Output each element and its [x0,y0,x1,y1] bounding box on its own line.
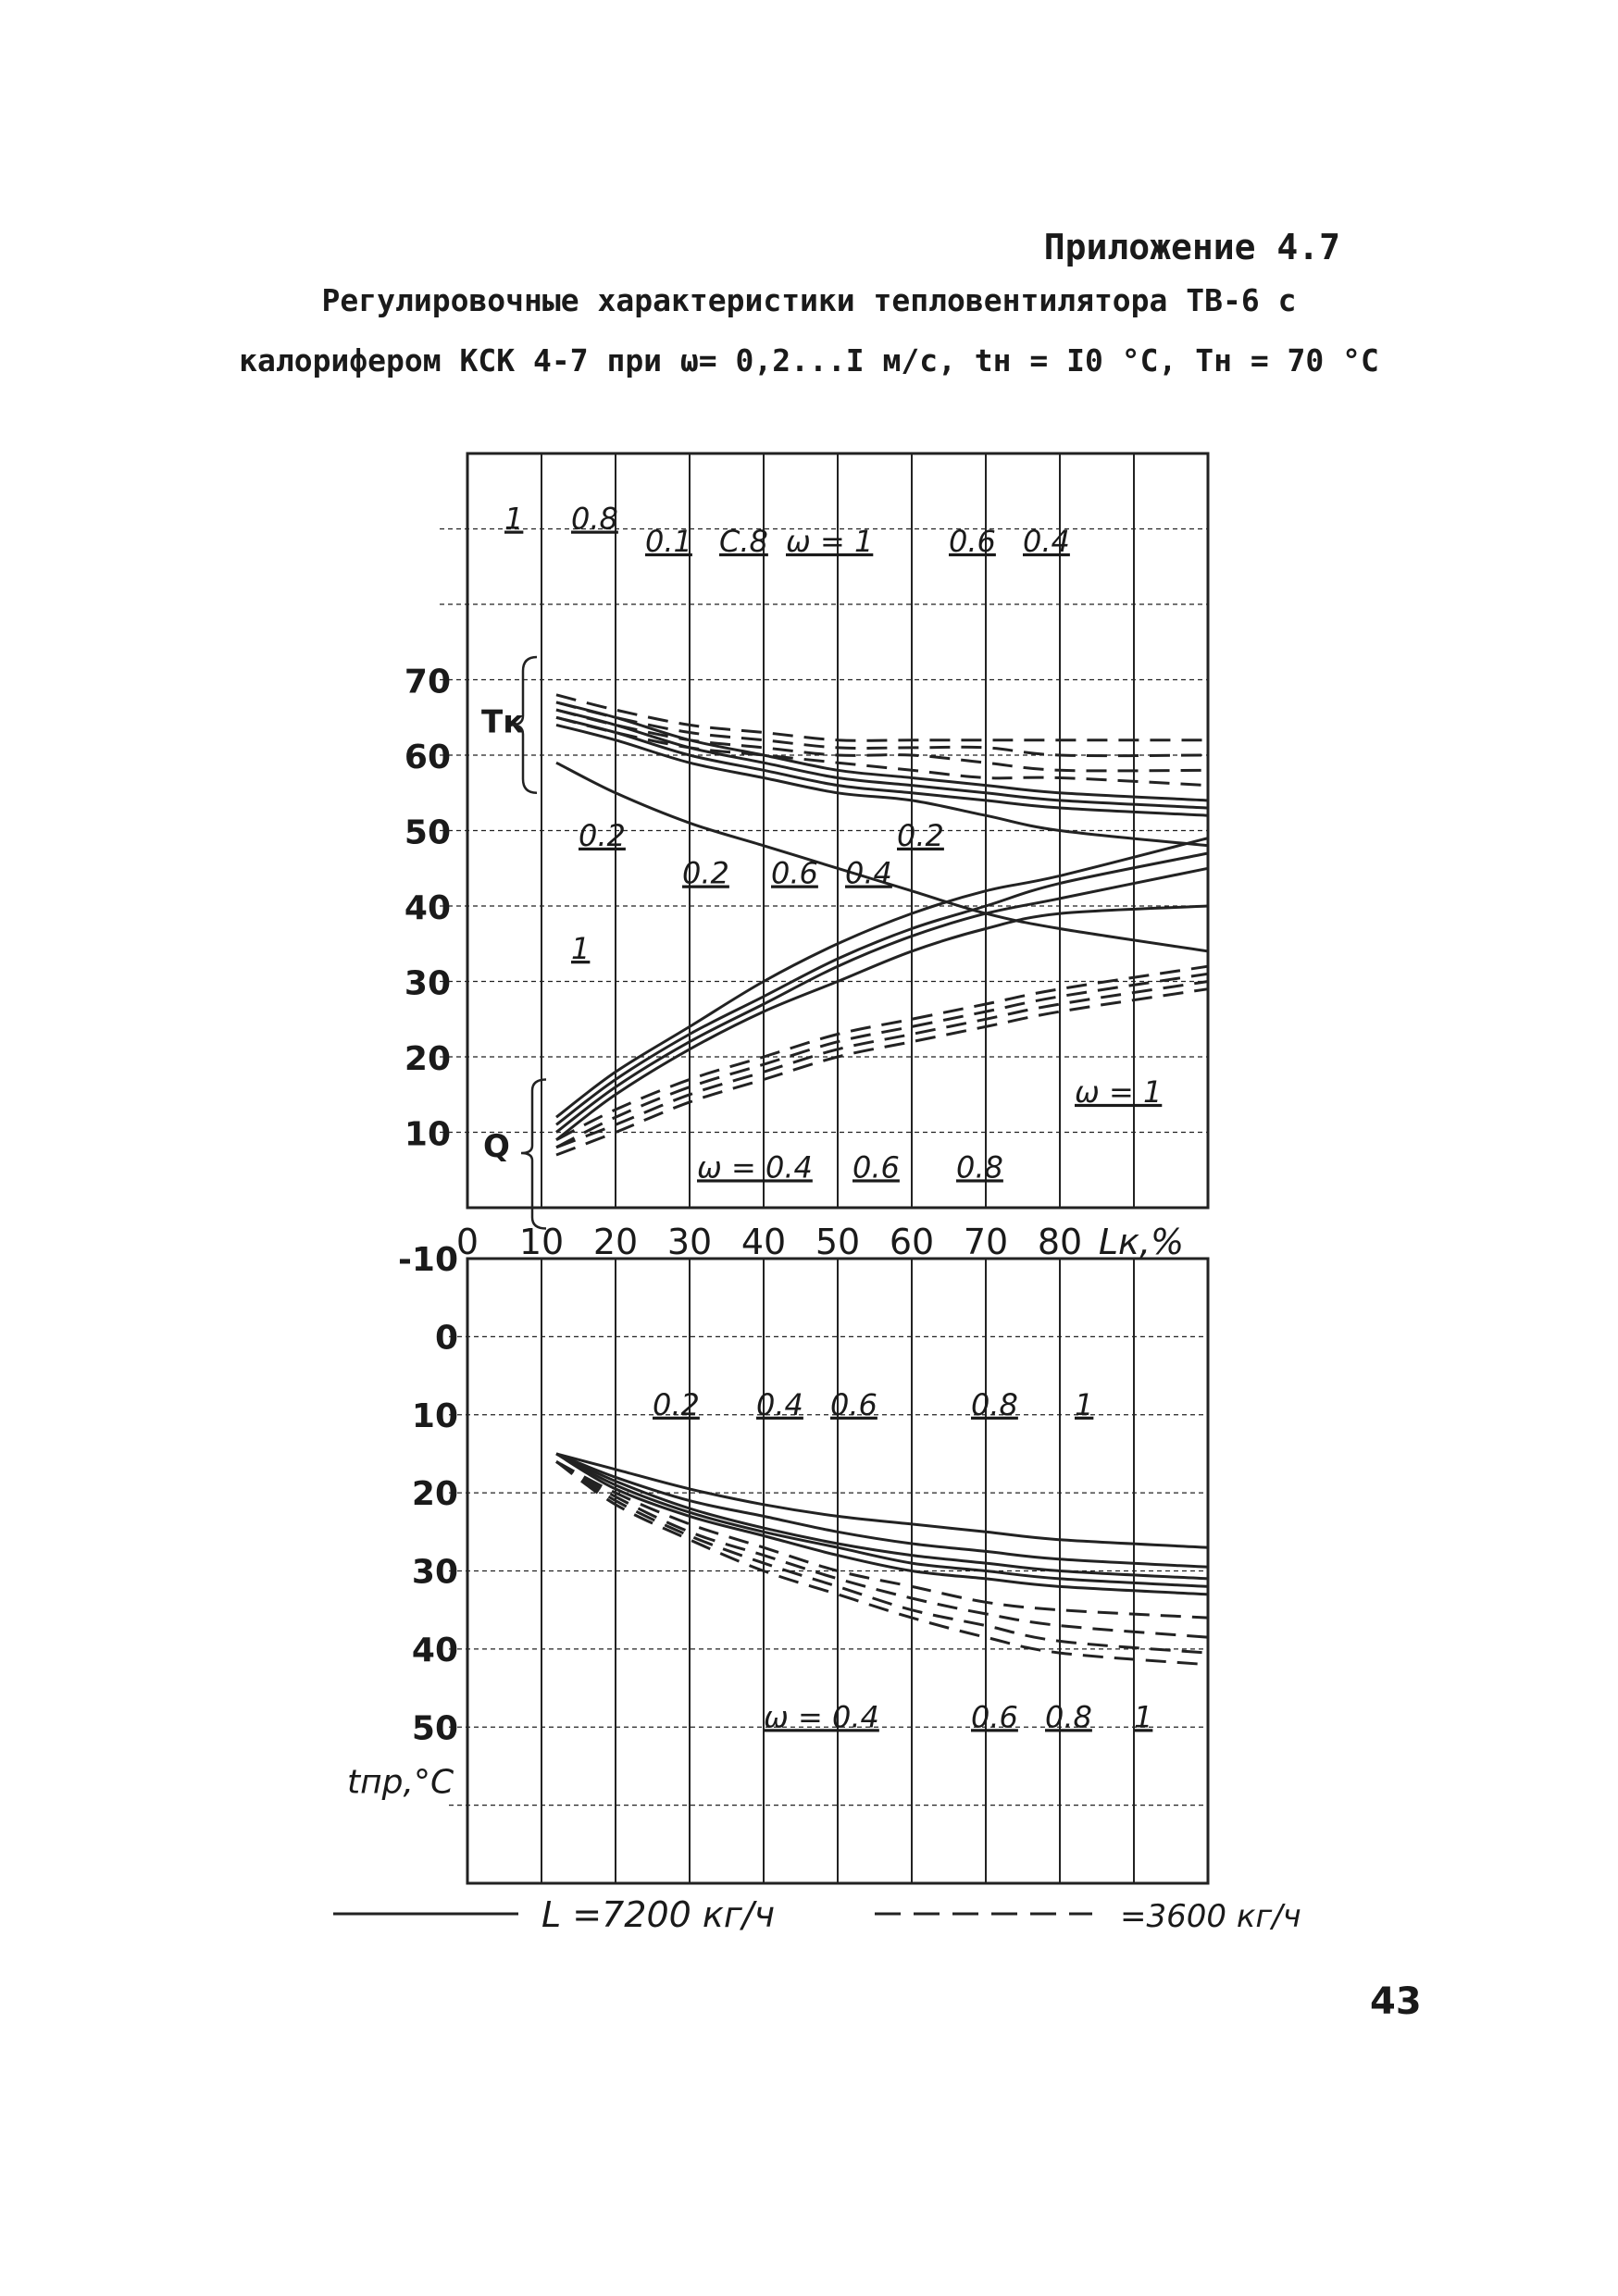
top-curve-label: ω = 1 [786,523,874,559]
top-y-tick-label: 60 [404,738,451,776]
top-x-tick-label: 80 [1037,1222,1083,1262]
bottom-curve-label: 1 [1134,1699,1153,1735]
top-curve-label: 0.6 [853,1149,900,1185]
figure-caption-line-1: Регулировочные характеристики тепловентилятора ТВ-6 с [321,282,1297,318]
bottom-curve-label: 0.4 [756,1386,803,1422]
top-curve-label: 0.4 [1023,523,1070,559]
top-series-line [556,725,1208,845]
bottom-series-line [556,1461,1208,1637]
tk-brace [512,657,537,793]
top-x-tick-label: 10 [518,1222,565,1262]
bottom-curve-label: 0.8 [971,1386,1018,1422]
appendix-label: Приложение 4.7 [1043,227,1340,267]
q-group-label: Q [483,1127,510,1165]
bottom-curve-label: 0.2 [653,1386,700,1422]
bottom-y-tick-label: 40 [411,1631,458,1669]
top-curve-label: 0.2 [897,817,944,853]
top-x-tick-label: 50 [815,1222,861,1262]
top-y-tick-label: 70 [404,663,451,701]
top-curve-label: 0.6 [949,523,996,559]
top-x-tick-label: 70 [963,1222,1009,1262]
top-chart-panel [404,453,1208,1262]
top-x-tick-label: 60 [889,1222,935,1262]
bottom-y-tick-label: 20 [411,1475,458,1514]
top-curve-label: 0.1 [645,523,692,559]
top-y-tick-label: 10 [404,1115,451,1154]
top-curve-label: 0.6 [771,855,818,891]
bottom-y-tick-label: 0 [434,1319,458,1358]
bottom-curve-label: 0.6 [971,1699,1018,1735]
top-curve-label: 1 [504,501,524,537]
top-y-tick-label: 40 [404,889,451,927]
bottom-y-tick-label: 50 [411,1709,458,1748]
top-series-line [556,974,1208,1148]
top-x-tick-label: 0 [455,1222,479,1262]
top-y-tick-label: 50 [404,813,451,852]
top-series-line [556,966,1208,1140]
top-x-tick-label: 40 [741,1222,787,1262]
bottom-curve-label: 0.8 [1045,1699,1092,1735]
top-y-tick-label: 20 [404,1040,451,1078]
top-curve-label: 0.2 [579,817,626,853]
bottom-y-tick-label: 30 [411,1553,458,1592]
top-series-line [556,982,1208,1148]
top-x-tick-label: 30 [666,1222,713,1262]
top-curve-label: ω = 0.4 [697,1149,813,1185]
top-curve-label: 0.8 [956,1149,1003,1185]
legend-solid-label: L =7200 кг/ч [541,1894,776,1935]
top-curve-label: ω = 1 [1075,1074,1163,1110]
top-series-line [556,989,1208,1155]
page-number: 43 [1370,1980,1422,2023]
top-x-tick-label: 20 [592,1222,639,1262]
bottom-y-tick-label: -10 [397,1241,458,1279]
top-curve-label: 0.8 [571,501,618,537]
top-curve-label: 0.2 [682,855,729,891]
top-x-axis-label: Lк,% [1098,1222,1185,1262]
bottom-curve-label: 1 [1075,1386,1094,1422]
chart-legend [333,1894,1301,1935]
top-curve-label: C.8 [719,523,768,559]
bottom-y-tick-label: 10 [411,1396,458,1435]
top-curve-label: 1 [571,931,591,967]
bottom-curve-label: 0.6 [830,1386,877,1422]
figure-caption-line-2: калорифером КСК 4-7 при ω= 0,2...I м/с, tн = I0 °С, Tн = 70 °С [239,342,1379,379]
bottom-chart-panel [347,1241,1208,1883]
tk-group-label: Tк [481,703,525,741]
bottom-curve-label: ω = 0.4 [764,1699,879,1735]
legend-dashed-label: =3600 кг/ч [1120,1898,1301,1935]
bottom-y-axis-label: tпр,°С [347,1763,454,1802]
top-y-tick-label: 30 [404,964,451,1003]
top-curve-label: 0.4 [845,855,892,891]
